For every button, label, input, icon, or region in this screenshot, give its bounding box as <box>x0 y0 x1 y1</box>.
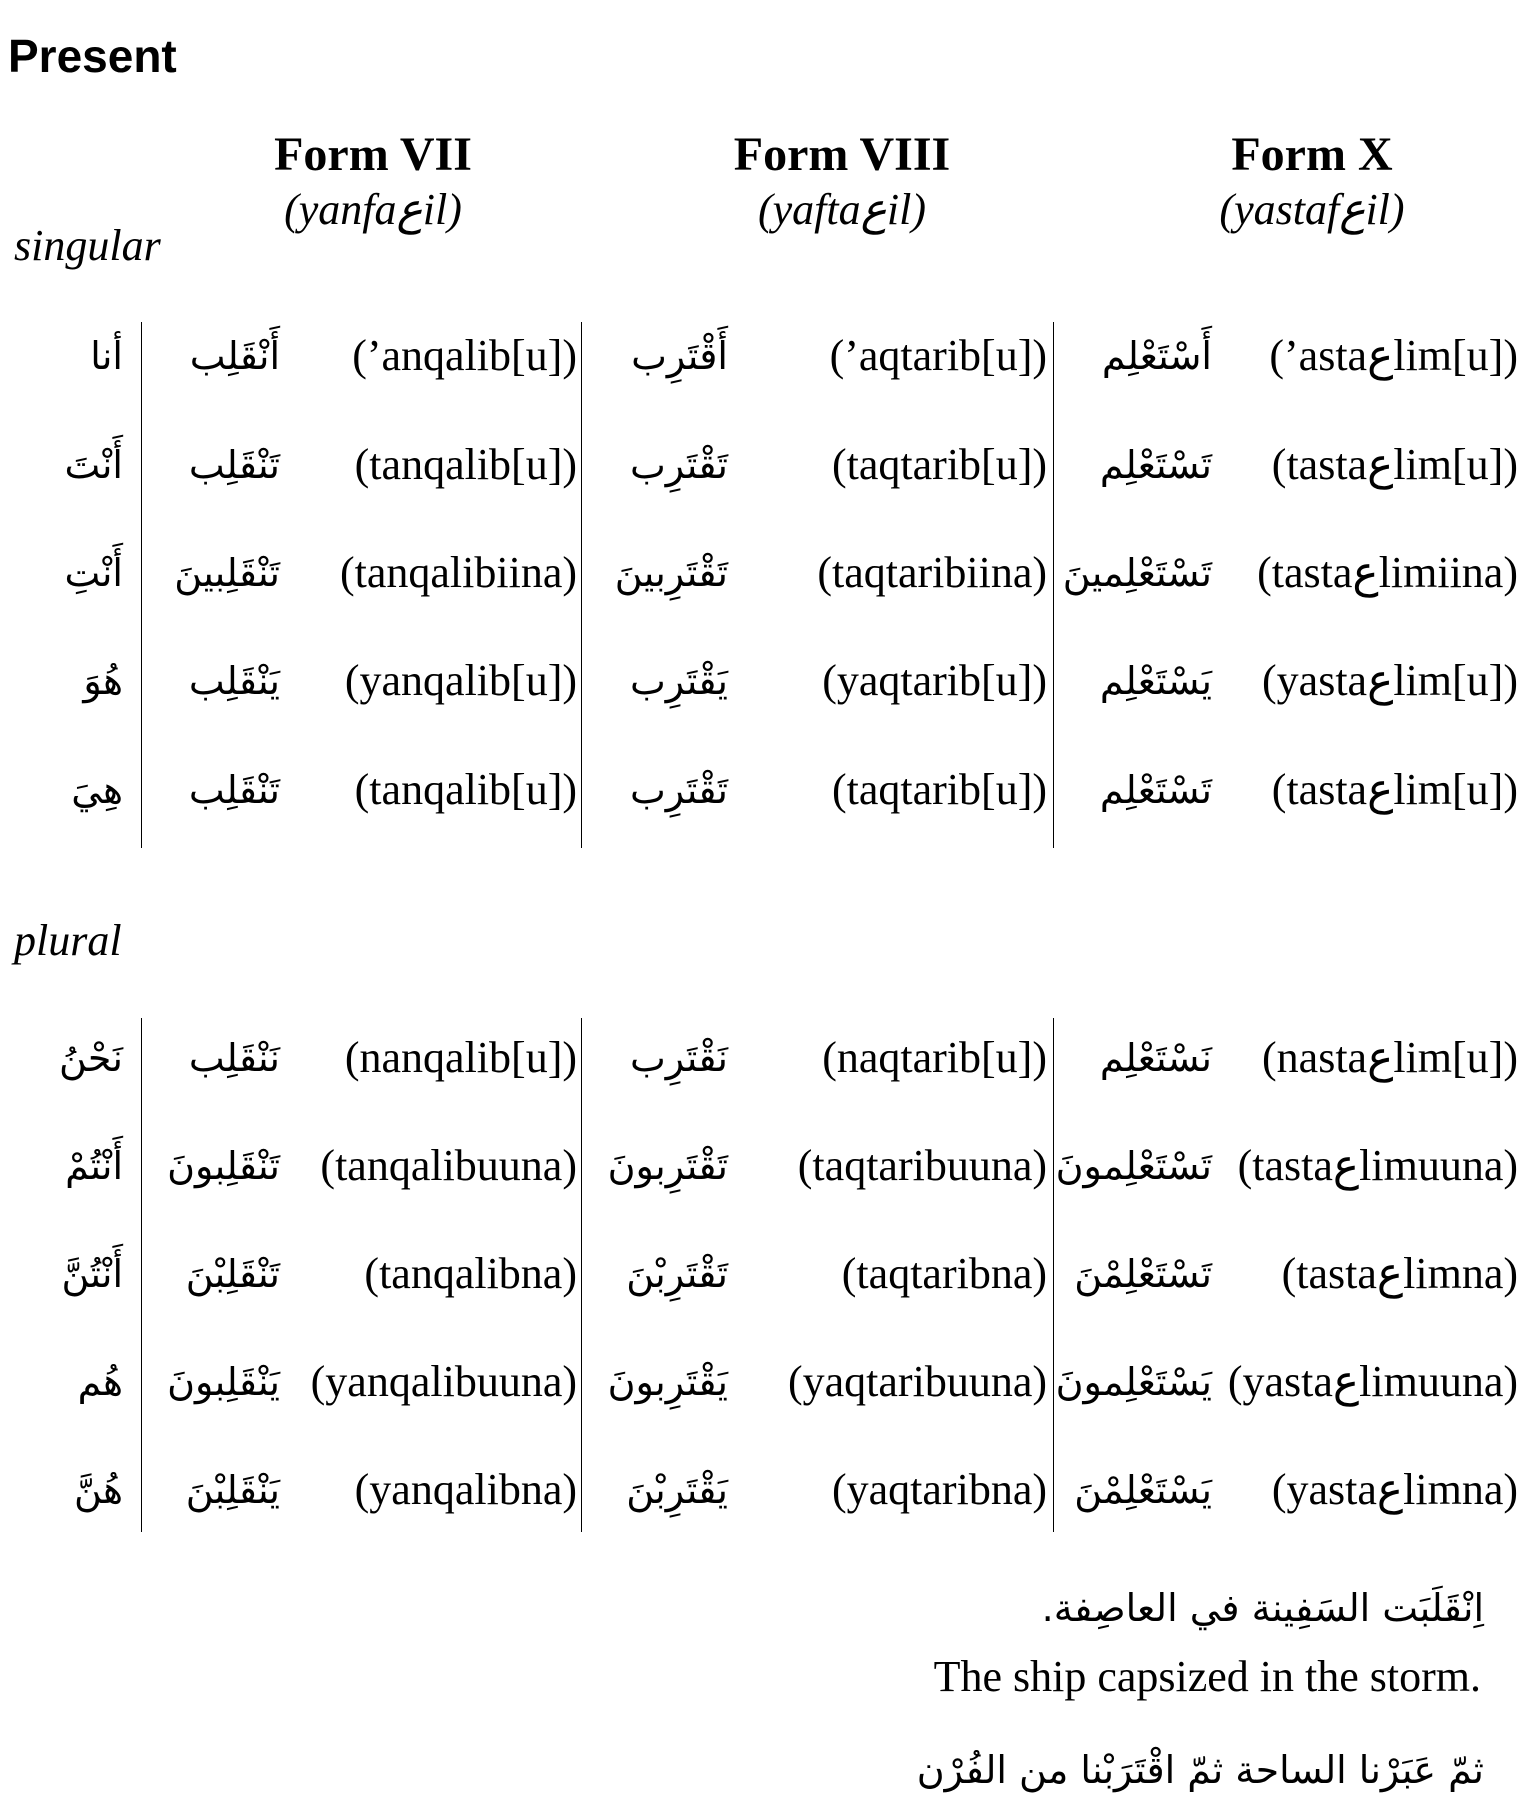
form-x-header: Form X <box>1231 128 1393 181</box>
pronoun-cell: نَحْنُ <box>58 1036 123 1080</box>
arabic-verb-cell: نَقْتَرِب <box>629 1036 728 1080</box>
arabic-verb-cell: تَسْتَعْلِمونَ <box>1055 1144 1212 1188</box>
transliteration-cell: (nastaعlim[u]) <box>1262 1033 1518 1082</box>
pronoun-cell: أَنْتِ <box>64 551 123 595</box>
transliteration-cell: (yaqtarib[u]) <box>822 656 1047 705</box>
arabic-verb-cell: تَقْتَرِبينَ <box>614 551 728 595</box>
arabic-verb-cell: تَسْتَعْلِمينَ <box>1062 551 1212 595</box>
arabic-verb-cell: يَنْقَلِب <box>188 659 280 703</box>
arabic-verb-cell: تَسْتَعْلِمْنَ <box>1074 1252 1212 1296</box>
transliteration-cell: (yanqalib[u]) <box>344 656 577 705</box>
transliteration-cell: (tanqalibna) <box>364 1249 577 1298</box>
arabic-verb-cell: يَقْتَرِب <box>629 659 728 703</box>
arabic-verb-cell: تَقْتَرِبْنَ <box>626 1252 728 1296</box>
transliteration-cell: (naqtarib[u]) <box>822 1033 1047 1082</box>
arabic-verb-cell: تَنْقَلِبونَ <box>167 1144 280 1188</box>
arabic-verb-cell: تَنْقَلِبينَ <box>174 551 280 595</box>
transliteration-cell: (tanqalibiina) <box>339 548 577 597</box>
arabic-verb-cell: يَنْقَلِبْنَ <box>185 1468 280 1512</box>
arabic-verb-cell: تَقْتَرِب <box>629 768 728 812</box>
arabic-verb-cell: تَنْقَلِب <box>188 443 280 487</box>
arabic-verb-cell: يَسْتَعْلِمْنَ <box>1074 1468 1212 1512</box>
column-divider <box>141 322 142 848</box>
arabic-verb-cell: تَنْقَلِبْنَ <box>185 1252 280 1296</box>
transliteration-cell: (tanqalibuuna) <box>320 1141 577 1190</box>
example-arabic: اِنْقَلَبَت السَفِينة في العاصِفة. <box>1041 1586 1484 1630</box>
transliteration-cell: (yastaعlimna) <box>1271 1465 1518 1514</box>
transliteration-cell: (’aqtarib[u]) <box>829 331 1047 380</box>
arabic-verb-cell: تَسْتَعْلِم <box>1099 443 1212 487</box>
transliteration-cell: (’astaعlim[u]) <box>1269 331 1518 380</box>
pronoun-cell: هُنَّ <box>74 1468 123 1512</box>
pronoun-cell: هُم <box>77 1360 123 1404</box>
transliteration-cell: (taqtaribuuna) <box>797 1141 1047 1190</box>
form-viii-header: Form VIII <box>733 128 951 181</box>
arabic-verb-cell: نَسْتَعْلِم <box>1099 1036 1212 1080</box>
transliteration-cell: (taqtaribna) <box>841 1249 1047 1298</box>
arabic-verb-cell: نَنْقَلِب <box>188 1036 280 1080</box>
transliteration-cell: (tanqalib[u]) <box>354 440 577 489</box>
form-x-pattern: (yastafعil) <box>1219 185 1405 234</box>
pronoun-cell: أَنْتُنَّ <box>61 1252 123 1296</box>
pronoun-cell: هِيَ <box>71 768 123 812</box>
form-viii-pattern: (yaftaعil) <box>757 185 926 234</box>
arabic-verb-cell: تَسْتَعْلِم <box>1099 768 1212 812</box>
arabic-verb-cell: تَنْقَلِب <box>188 768 280 812</box>
transliteration-cell: (tastaعlim[u]) <box>1271 440 1518 489</box>
pronoun-cell: هُوَ <box>83 659 123 703</box>
transliteration-cell: (yanqalibna) <box>354 1465 577 1514</box>
singular-label: singular <box>14 221 161 270</box>
transliteration-cell: (tanqalib[u]) <box>354 765 577 814</box>
arabic-verb-cell: أَنْقَلِب <box>189 334 280 378</box>
arabic-verb-cell: أَسْتَعْلِم <box>1101 334 1212 378</box>
column-divider <box>581 1018 582 1532</box>
pronoun-cell: أَنْتُمْ <box>65 1144 123 1188</box>
arabic-verb-cell: يَسْتَعْلِمونَ <box>1055 1360 1212 1404</box>
arabic-verb-cell: تَقْتَرِبونَ <box>607 1144 728 1188</box>
transliteration-cell: (’anqalib[u]) <box>352 331 577 380</box>
transliteration-cell: (tastaعlimuuna) <box>1237 1141 1518 1190</box>
transliteration-cell: (yanqalibuuna) <box>310 1357 577 1406</box>
transliteration-cell: (yastaعlim[u]) <box>1262 656 1518 705</box>
transliteration-cell: (yaqtaribuuna) <box>788 1357 1047 1406</box>
arabic-verb-cell: يَنْقَلِبونَ <box>167 1360 280 1404</box>
column-divider <box>581 322 582 848</box>
page-title: Present <box>8 30 177 82</box>
transliteration-cell: (taqtaribiina) <box>817 548 1047 597</box>
column-divider <box>1053 322 1054 848</box>
transliteration-cell: (nanqalib[u]) <box>344 1033 577 1082</box>
transliteration-cell: (tastaعlimna) <box>1281 1249 1518 1298</box>
transliteration-cell: (taqtarib[u]) <box>832 440 1047 489</box>
transliteration-cell: (tastaعlim[u]) <box>1271 765 1518 814</box>
column-divider <box>1053 1018 1054 1532</box>
form-vii-pattern: (yanfaعil) <box>284 185 462 234</box>
arabic-verb-cell: يَقْتَرِبونَ <box>607 1360 728 1404</box>
transliteration-cell: (tastaعlimiina) <box>1257 548 1518 597</box>
form-vii-header: Form VII <box>274 128 472 181</box>
arabic-verb-cell: أَقْتَرِب <box>631 334 728 378</box>
plural-label: plural <box>14 916 122 965</box>
pronoun-cell: أَنْتَ <box>64 443 123 487</box>
transliteration-cell: (taqtarib[u]) <box>832 765 1047 814</box>
example-arabic-next: ثمّ عَبَرْنا الساحة ثمّ اقْتَرَبْنا من الفُرْن <box>916 1748 1484 1792</box>
arabic-verb-cell: تَقْتَرِب <box>629 443 728 487</box>
arabic-verb-cell: يَقْتَرِبْنَ <box>626 1468 728 1512</box>
transliteration-cell: (yastaعlimuuna) <box>1227 1357 1518 1406</box>
arabic-verb-cell: يَسْتَعْلِم <box>1099 659 1212 703</box>
transliteration-cell: (yaqtaribna) <box>832 1465 1047 1514</box>
pronoun-cell: أنا <box>90 334 123 378</box>
example-english: The ship capsized in the storm. <box>933 1652 1481 1701</box>
column-divider <box>141 1018 142 1532</box>
